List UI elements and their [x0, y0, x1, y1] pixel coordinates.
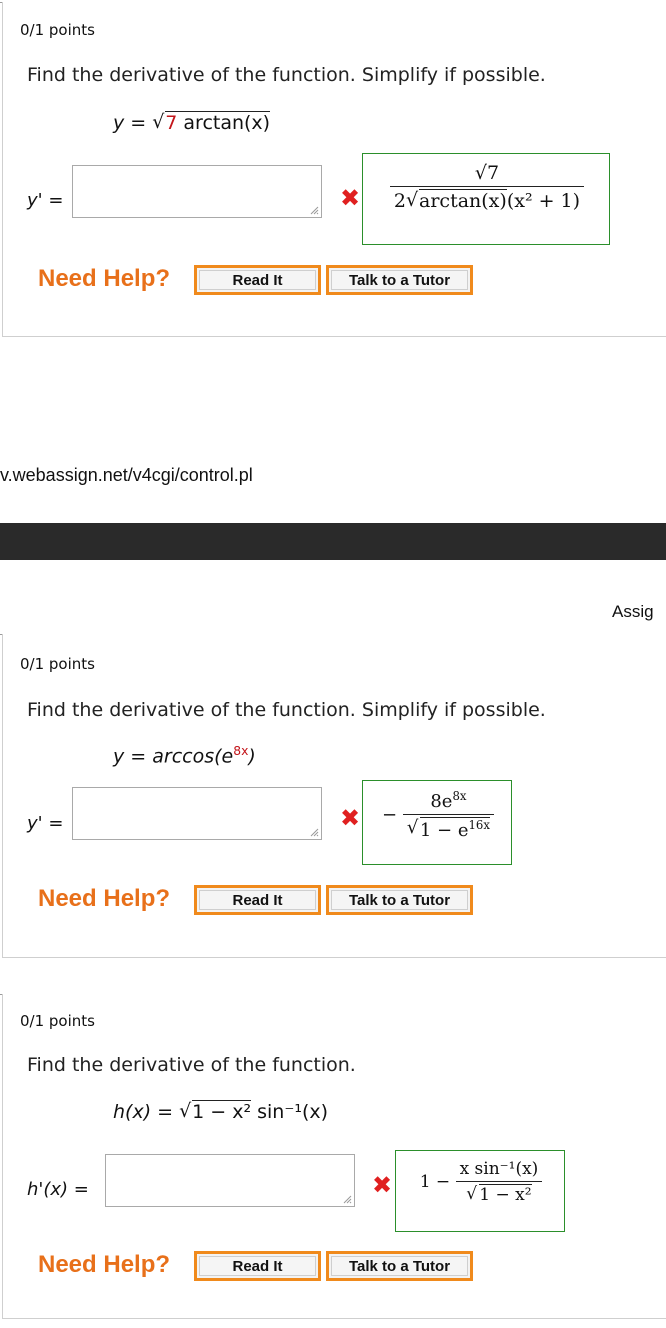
radicand: 7 [165, 112, 178, 134]
function-expression [113, 744, 256, 767]
function-expression [113, 1100, 328, 1123]
answer-numerator: 8e [430, 791, 453, 812]
resize-handle-icon[interactable] [310, 206, 319, 215]
answer-numerator: √7 [474, 162, 500, 184]
answer-input[interactable] [72, 165, 322, 218]
sqrt-symbol: √ 1 − x² [179, 1100, 252, 1123]
question-prompt: Find the derivative of the function. [27, 1054, 356, 1076]
read-it-label: Read It [199, 1256, 316, 1276]
question-prompt: Find the derivative of the function. Simplify if possible. [27, 699, 546, 721]
header-bar [0, 523, 666, 560]
radicand: 1 − x² [192, 1101, 252, 1123]
correct-answer-box [362, 153, 610, 245]
answer-den-tail: (x² + 1) [506, 190, 581, 212]
incorrect-icon: ✖ [340, 184, 361, 212]
answer-den-exp: 16x [468, 818, 490, 832]
points-score: 0/1 points [20, 655, 95, 673]
answer-den-radicand: 1 − e [419, 820, 469, 841]
talk-to-tutor-button[interactable] [326, 885, 473, 915]
need-help-label: Need Help? [38, 885, 171, 912]
read-it-label: Read It [199, 270, 316, 290]
correct-answer-box [362, 780, 512, 865]
read-it-button[interactable] [194, 265, 321, 295]
answer-label: h'(x) = [27, 1179, 89, 1200]
read-it-label: Read It [199, 890, 316, 910]
talk-to-tutor-button[interactable] [326, 1251, 473, 1281]
answer-num-exp: 8x [452, 789, 467, 803]
sqrt-symbol: √ 7 arctan(x) [152, 111, 271, 134]
function-lhs: h(x) = [113, 1101, 174, 1123]
answer-label: y' = [27, 190, 64, 211]
resize-handle-icon[interactable] [343, 1195, 352, 1204]
answer-fraction: x sin⁻¹(x) √ 1 − x² [456, 1159, 543, 1205]
answer-fraction: $8e^{8x}$ √ $1 - e^{16x}$ [403, 789, 494, 841]
answer-input[interactable] [105, 1154, 355, 1207]
answer-fraction: √7 2 √ arctan(x)(x² + 1) [390, 162, 584, 212]
function-expression [113, 111, 270, 134]
talk-to-tutor-label: Talk to a Tutor [331, 1256, 468, 1276]
answer-den-coef: 2 [393, 190, 407, 212]
points-score: 0/1 points [20, 21, 95, 39]
answer-den-radicand: 1 − x² [479, 1185, 532, 1205]
answer-den-radicand: arctan(x) [419, 190, 507, 212]
talk-to-tutor-label: Talk to a Tutor [331, 890, 468, 910]
talk-to-tutor-label: Talk to a Tutor [331, 270, 468, 290]
answer-label: y' = [27, 813, 64, 834]
function-rest: sin⁻¹(x) [257, 1101, 329, 1123]
talk-to-tutor-button[interactable] [326, 265, 473, 295]
answer-lead: 1 − [419, 1172, 451, 1192]
answer-numerator: x sin⁻¹(x) [459, 1159, 539, 1179]
incorrect-icon: ✖ [372, 1171, 393, 1199]
question-prompt: Find the derivative of the function. Simplify if possible. [27, 64, 546, 86]
points-score: 0/1 points [20, 1012, 95, 1030]
function-lhs: y = arccos(e [113, 745, 234, 768]
read-it-button[interactable] [194, 885, 321, 915]
function-exponent: 8x [233, 744, 249, 758]
page-url[interactable]: v.webassign.net/v4cgi/control.pl [0, 465, 253, 485]
incorrect-icon: ✖ [340, 804, 361, 832]
assignment-link[interactable]: Assig [612, 602, 654, 621]
function-lhs: y = [113, 112, 147, 134]
read-it-button[interactable] [194, 1251, 321, 1281]
function-close: ) [248, 745, 256, 768]
resize-handle-icon[interactable] [310, 828, 319, 837]
need-help-label: Need Help? [38, 265, 171, 292]
answer-input[interactable] [72, 787, 322, 840]
answer-sign: − [382, 804, 398, 826]
correct-answer-box [395, 1150, 565, 1232]
function-rest: arctan(x) [183, 112, 271, 134]
need-help-label: Need Help? [38, 1251, 171, 1278]
